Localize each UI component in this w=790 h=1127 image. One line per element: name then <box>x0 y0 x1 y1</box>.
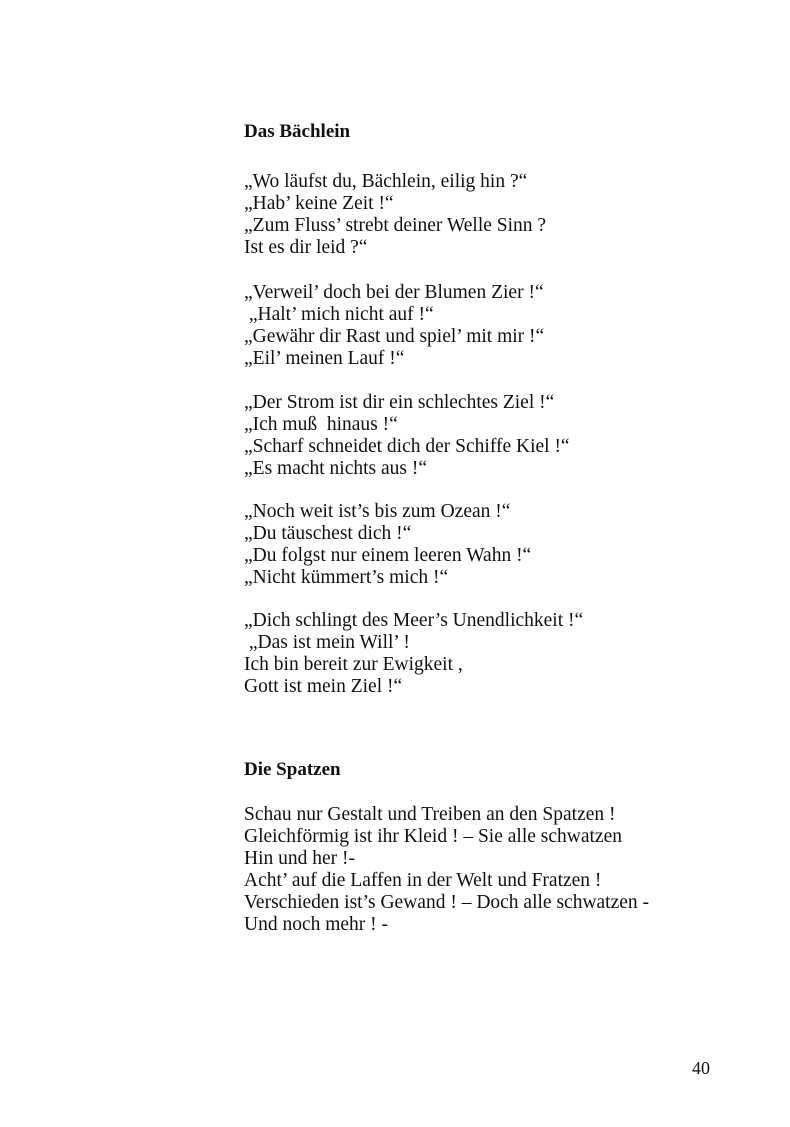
poem-line: „Hab’ keine Zeit !“ <box>244 193 394 214</box>
poem-line: Acht’ auf die Laffen in der Welt und Fratzen ! <box>244 870 602 891</box>
poem-line: Ist es dir leid ?“ <box>244 237 368 258</box>
poem-line: „Gewähr dir Rast und spiel’ mit mir !“ <box>244 326 545 347</box>
poem-line: Und noch mehr ! - <box>244 914 389 935</box>
poem-line: „Zum Fluss’ strebt deiner Welle Sinn ? <box>244 215 547 236</box>
poem-line: Hin und her !- <box>244 848 356 869</box>
poem-line: „Verweil’ doch bei der Blumen Zier !“ <box>244 282 544 303</box>
poem-line: Gleichförmig ist ihr Kleid ! – Sie alle schwatzen <box>244 826 622 847</box>
poem-line: „Es macht nichts aus !“ <box>244 458 428 479</box>
poem-line: Verschieden ist’s Gewand ! – Doch alle schwatzen - <box>244 892 650 913</box>
poem-title-die-spatzen: Die Spatzen <box>244 759 341 780</box>
poem-line: „Du folgst nur einem leeren Wahn !“ <box>244 545 532 566</box>
poem-line: Schau nur Gestalt und Treiben an den Spatzen ! <box>244 804 616 825</box>
poem-line: „Dich schlingt des Meer’s Unendlichkeit !“ <box>244 610 584 631</box>
poem-line: „Du täuschest dich !“ <box>244 523 412 544</box>
page-number: 40 <box>692 1058 710 1078</box>
poem-line: „Eil’ meinen Lauf !“ <box>244 348 405 369</box>
poem-line: „Wo läufst du, Bächlein, eilig hin ?“ <box>244 171 528 192</box>
poem-line: „Das ist mein Will’ ! <box>244 632 410 653</box>
poem-line: Gott ist mein Ziel !“ <box>244 676 403 697</box>
poem-line: „Halt’ mich nicht auf !“ <box>244 304 434 325</box>
poem-line: „Ich muß hinaus !“ <box>244 414 398 435</box>
poem-line: Ich bin bereit zur Ewigkeit , <box>244 654 463 675</box>
poem-line: „Scharf schneidet dich der Schiffe Kiel !“ <box>244 436 570 457</box>
poem-title-das-baechlein: Das Bächlein <box>244 121 351 142</box>
poem-line: „Nicht kümmert’s mich !“ <box>244 567 449 588</box>
poem-line: „Der Strom ist dir ein schlechtes Ziel !“ <box>244 392 555 413</box>
poem-line: „Noch weit ist’s bis zum Ozean !“ <box>244 501 511 522</box>
